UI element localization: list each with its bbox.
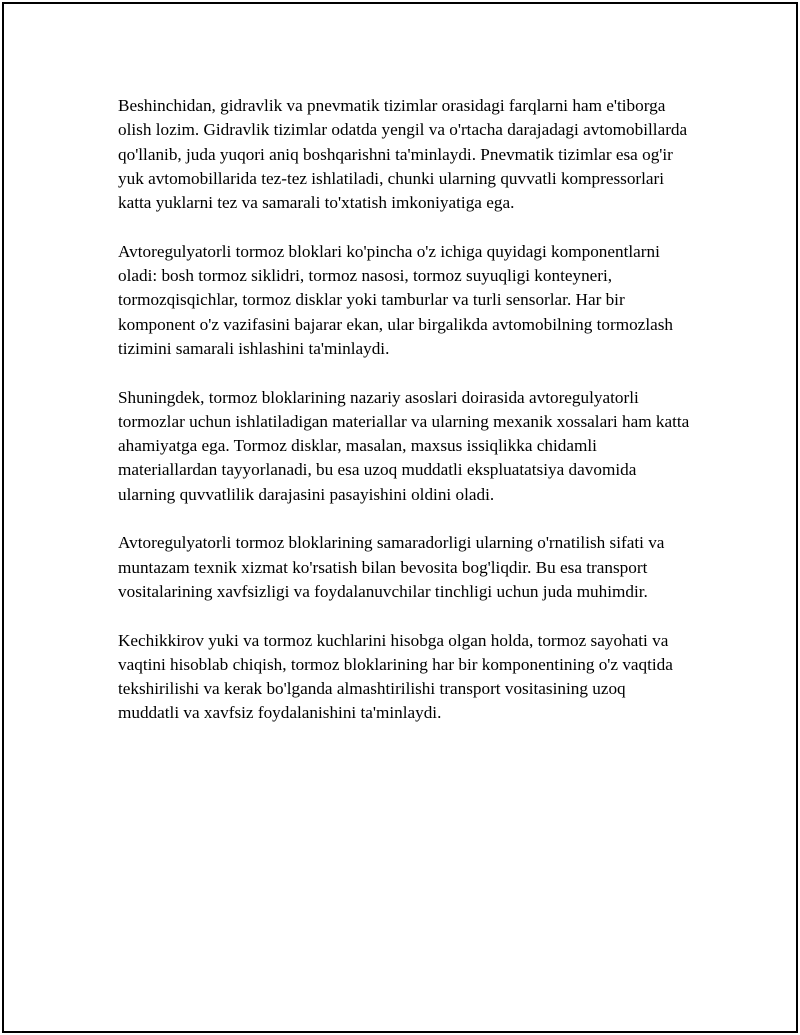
paragraph-5: Kechikkirov yuki va tormoz kuchlarini hisobga olgan holda, tormoz sayohati va vaqtini hisoblab chiqish, tormoz bloklarining har bir komponentining o'z vaqtida tekshirilishi va kerak bo'lganda almashtirilishi transport vositasining uzoq muddatli va xavfsiz foydalanishini ta'minlaydi. <box>118 630 673 723</box>
paragraph-4: Avtoregulyatorli tormoz bloklarining samaradorligi ularning o'rnatilish sifati va muntazam texnik xizmat ko'rsatish bilan bevosita bog'liqdir. Bu esa transport vositalarining xavfsizligi va foydalanuvchilar tinchligi uchun juda muhimdir. <box>118 533 665 601</box>
document-body <box>118 94 690 750</box>
paragraph-3: Shuningdek, tormoz bloklarining nazariy asoslari doirasida avtoregulyatorli tormozlar uchun ishlatiladigan materiallar va ularning mexanik xossalari ham katta ahamiyatga ega. Tormoz disklar, masalan, maxsus issiqlikka chidamli materiallardan tayyorlanadi, bu esa uzoq muddatli ekspluatatsiya davomida ularning quvvatlilik darajasini pasayishini oldini oladi. <box>118 387 690 504</box>
paragraph-1: Beshinchidan, gidravlik va pnevmatik tizimlar orasidagi farqlarni ham e'tiborga olish lozim. Gidravlik tizimlar odatda yengil va o'rtacha darajadagi avtomobillarda qo'llanib, juda yuqori aniq boshqarishni ta'minlaydi. Pnevmatik tizimlar esa og'ir yuk avtomobillarida tez-tez ishlatiladi, chunki ularning quvvatli kompressorlari katta yuklarni tez va samarali to'xtatish imkoniyatiga ega. <box>118 96 688 213</box>
paragraph-2: Avtoregulyatorli tormoz bloklari ko'pincha o'z ichiga quyidagi komponentlarni oladi: bosh tormoz siklidri, tormoz nasosi, tormoz suyuqligi konteyneri, tormozqisqichlar, tormoz disklar yoki tamburlar va turli sensorlar. Har bir komponent o'z vazifasini bajarar ekan, ular birgalikda avtomobilning tormozlash tizimini samarali ishlashini ta'minlaydi. <box>118 241 674 358</box>
